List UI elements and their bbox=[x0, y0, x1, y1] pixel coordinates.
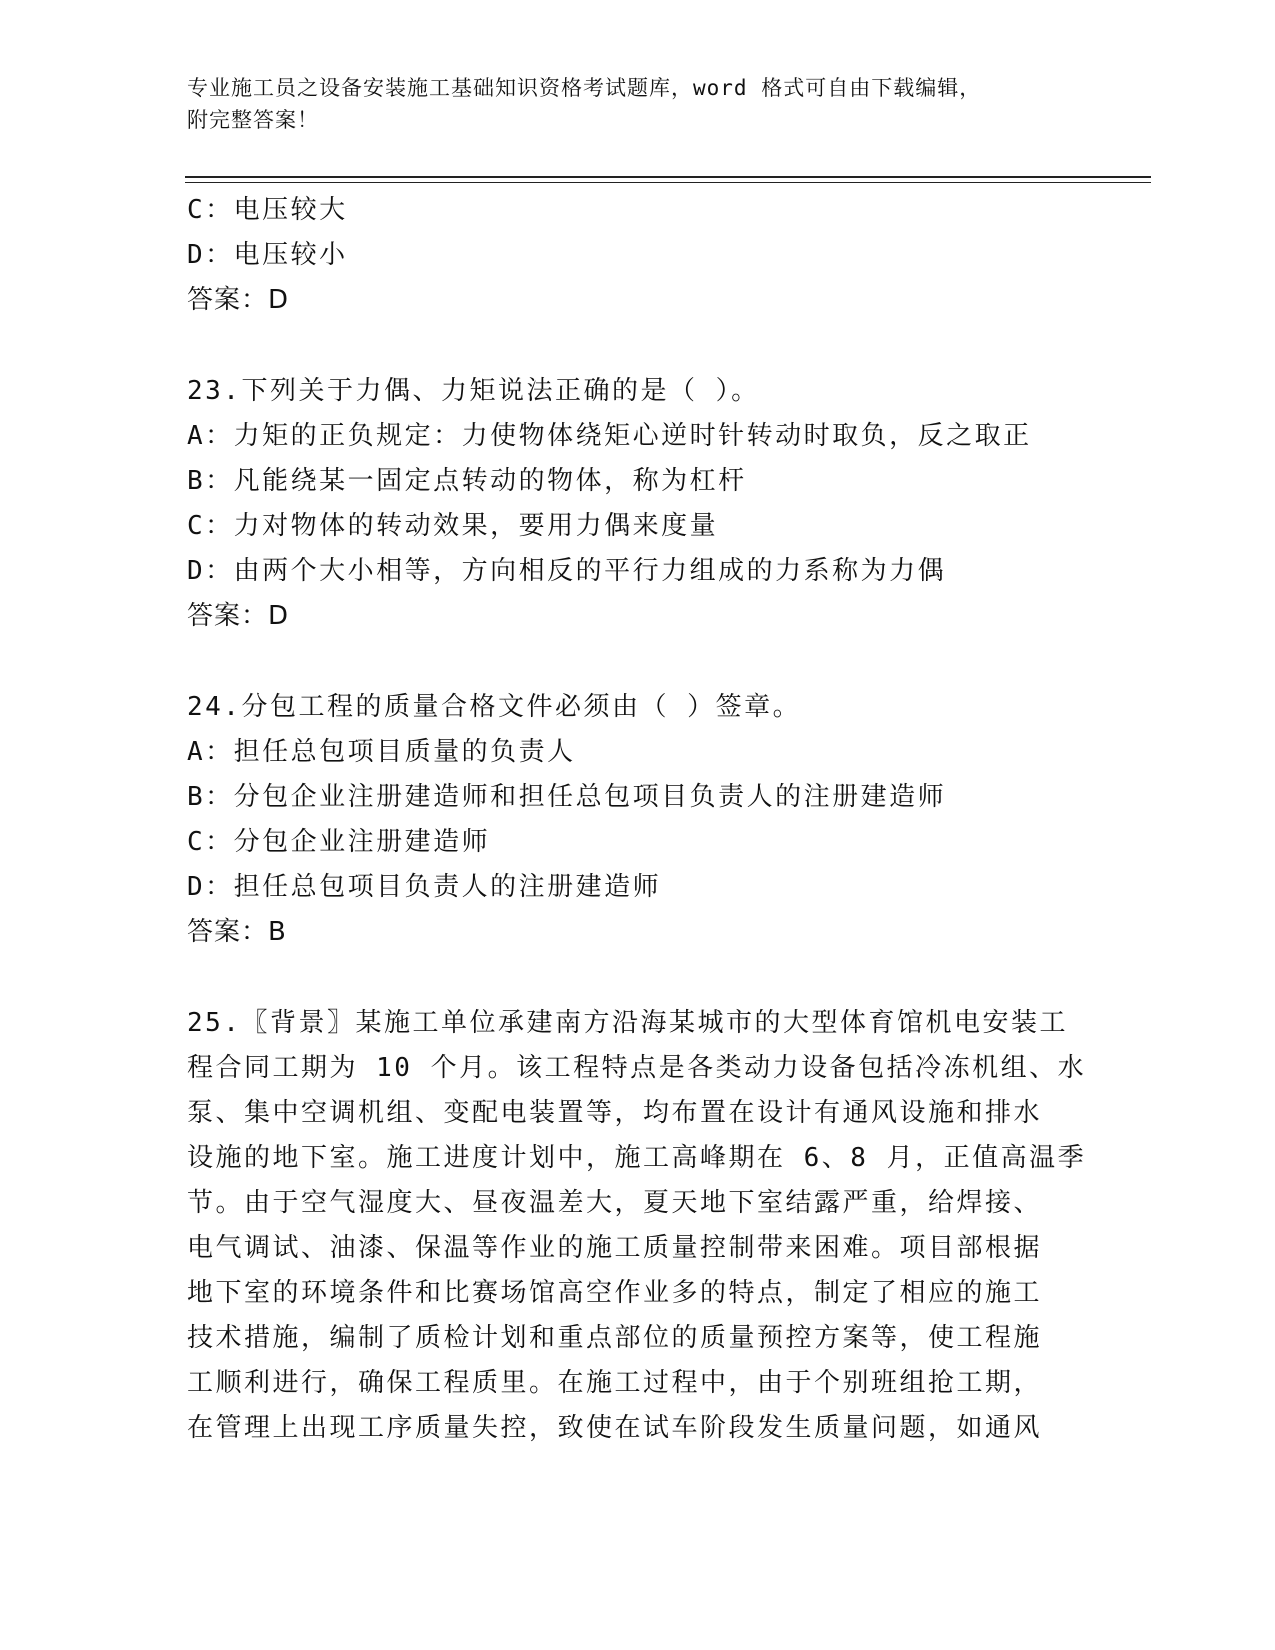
q23-option-b: B：凡能绕某一固定点转动的物体，称为杠杆 bbox=[187, 466, 747, 496]
q22-option-d: D：电压较小 bbox=[187, 240, 348, 270]
q25-line: 程合同工期为 10 个月。该工程特点是各类动力设备包括冷冻机组、水 bbox=[187, 1053, 1087, 1083]
page-header bbox=[187, 72, 1087, 136]
spacer bbox=[187, 955, 1087, 1001]
question-24 bbox=[187, 685, 1087, 955]
question-23 bbox=[187, 369, 1087, 639]
spacer bbox=[187, 323, 1087, 369]
q25-line: 25.〖背景〗某施工单位承建南方沿海某城市的大型体育馆机电安装工 bbox=[187, 1008, 1068, 1038]
q24-option-c: C：分包企业注册建造师 bbox=[187, 827, 491, 857]
header-divider-thick bbox=[185, 176, 1151, 178]
q23-option-d: D：由两个大小相等，方向相反的平行力组成的力系称为力偶 bbox=[187, 556, 947, 586]
q25-line: 地下室的环境条件和比赛场馆高空作业多的特点，制定了相应的施工 bbox=[187, 1278, 1043, 1308]
q22-option-c: C：电压较大 bbox=[187, 195, 348, 225]
header-title-line-2: 附完整答案！ bbox=[187, 108, 319, 132]
q25-line: 泵、集中空调机组、变配电装置等，均布置在设计有通风设施和排水 bbox=[187, 1098, 1043, 1128]
header-divider-thin bbox=[185, 182, 1151, 183]
q25-line: 电气调试、油漆、保温等作业的施工质量控制带来困难。项目部根据 bbox=[187, 1233, 1043, 1263]
q25-line: 在管理上出现工序质量失控，致使在试车阶段发生质量问题，如通风 bbox=[187, 1413, 1043, 1443]
q24-question: 24.分包工程的质量合格文件必须由（ ）签章。 bbox=[187, 692, 802, 722]
q24-option-b: B：分包企业注册建造师和担任总包项目负责人的注册建造师 bbox=[187, 782, 947, 812]
q23-answer: 答案：D bbox=[187, 601, 290, 631]
spacer bbox=[187, 639, 1087, 685]
question-22-tail bbox=[187, 188, 1087, 323]
document-body bbox=[187, 188, 1087, 1451]
q24-answer: 答案：B bbox=[187, 917, 287, 947]
q25-line: 节。由于空气湿度大、昼夜温差大，夏天地下室结露严重，给焊接、 bbox=[187, 1188, 1043, 1218]
q23-option-c: C：力对物体的转动效果，要用力偶来度量 bbox=[187, 511, 719, 541]
question-25-background bbox=[187, 1001, 1087, 1451]
q23-option-a: A：力矩的正负规定：力使物体绕矩心逆时针转动时取负，反之取正 bbox=[187, 421, 1032, 451]
q25-line: 设施的地下室。施工进度计划中，施工高峰期在 6、8 月，正值高温季 bbox=[187, 1143, 1087, 1173]
q23-question: 23.下列关于力偶、力矩说法正确的是（ ）。 bbox=[187, 376, 760, 406]
header-title-line-1: 专业施工员之设备安装施工基础知识资格考试题库，word 格式可自由下载编辑， bbox=[187, 76, 982, 100]
q24-option-a: A：担任总包项目质量的负责人 bbox=[187, 737, 576, 767]
q25-line: 技术措施，编制了质检计划和重点部位的质量预控方案等，使工程施 bbox=[187, 1323, 1043, 1353]
q25-line: 工顺利进行，确保工程质里。在施工过程中，由于个别班组抢工期， bbox=[187, 1368, 1043, 1398]
q24-option-d: D：担任总包项目负责人的注册建造师 bbox=[187, 872, 662, 902]
q22-answer: 答案：D bbox=[187, 285, 290, 315]
